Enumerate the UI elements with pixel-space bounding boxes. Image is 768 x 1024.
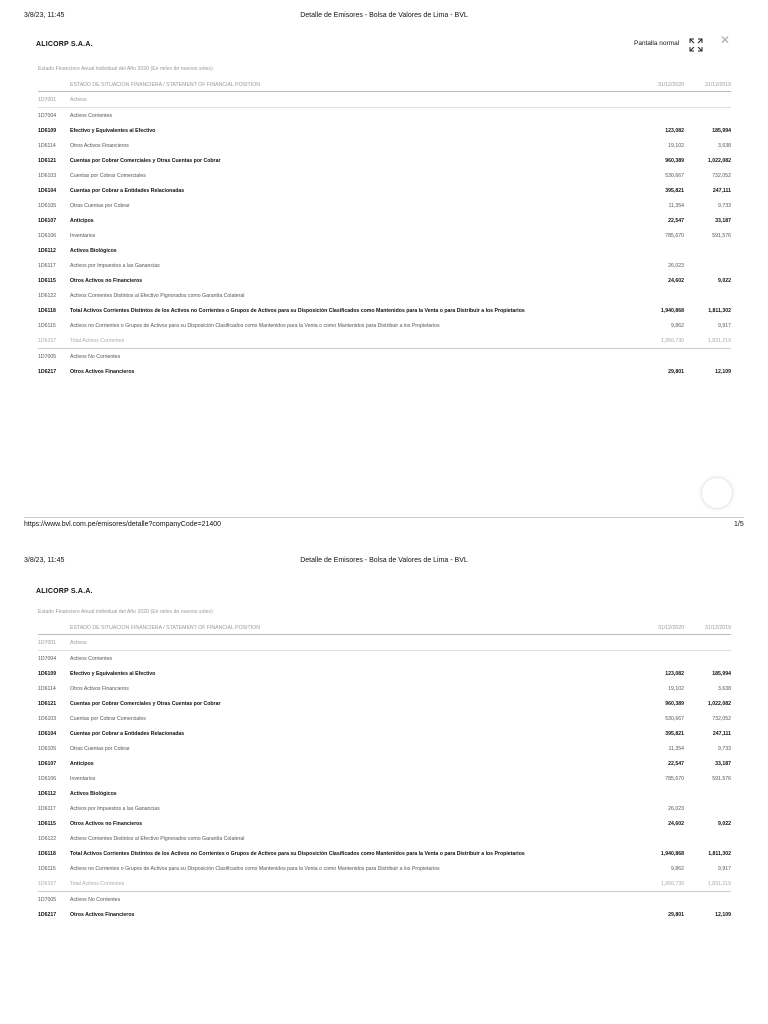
row-code: 1D6157 (38, 876, 70, 892)
row-value-2019 (684, 786, 731, 801)
table-row (38, 349, 731, 365)
row-value-2019: 185,994 (712, 127, 731, 134)
row-value-2019: 33,187 (715, 217, 731, 224)
row-value-2019: 1,022,082 (707, 157, 731, 164)
row-value-2020: 960,389 (665, 700, 684, 707)
row-value-2019: 1,831,219 (684, 333, 731, 349)
row-label: Total Activos Corrientes (70, 876, 638, 892)
row-value-2020: 1,950,730 (638, 333, 684, 349)
row-value-2019 (684, 801, 731, 816)
row-value-2019 (684, 349, 731, 365)
row-value-2020 (638, 651, 684, 667)
table-row (38, 741, 731, 756)
row-code: 1D6118 (38, 850, 56, 857)
row-value-2020: 29,801 (668, 368, 684, 375)
row-label: Anticipos (70, 217, 94, 224)
row-code: 1D6107 (38, 217, 57, 224)
header-col-2019: 31/12/2019 (684, 621, 731, 635)
row-code: 1D6115 (38, 820, 56, 827)
table-row (38, 153, 731, 168)
table-row (38, 756, 731, 771)
row-label: Total Activos Corrientes Distintos de los Activos no Corrientes o Grupos de Activos para su Disposición Clasificados como Mantenidos para la Venta o para Distribuir a los Propietarios (70, 850, 525, 857)
table-row (38, 666, 731, 681)
statement-subtitle: Estado Financiero Anual individual del Año 2020 (En miles de nuevos soles) (38, 66, 213, 72)
row-label: Efectivo y Equivalentes al Efectivo (70, 670, 156, 677)
row-value-2020: 19,102 (668, 685, 684, 692)
row-code: 1D6103 (38, 715, 57, 722)
row-code: 1D6117 (38, 262, 56, 269)
row-label: Total Activos Corrientes Distintos de los Activos no Corrientes o Grupos de Activos para su Disposición Clasificados como Mantenidos para la Venta o para Distribuir a los Propietarios (70, 307, 525, 314)
scroll-top-button[interactable] (702, 478, 732, 508)
table-row (38, 726, 731, 741)
row-code: 1D6109 (38, 127, 57, 134)
row-label: Cuentas por Cobrar Comerciales (70, 172, 146, 179)
row-code: 1D6109 (38, 670, 57, 677)
row-label: Cuentas por Cobrar a Entidades Relacionadas (70, 187, 185, 194)
row-code: 1D6118 (38, 307, 56, 314)
row-value-2019 (684, 651, 731, 667)
row-value-2019: 3,638 (718, 142, 731, 149)
table-row (38, 635, 731, 651)
row-value-2019: 1,811,302 (708, 850, 731, 857)
row-value-2020: 123,082 (665, 127, 684, 134)
row-code: 1D6114 (38, 685, 56, 692)
row-label: Otros Activos Financieros (70, 142, 129, 149)
table-row (38, 831, 731, 846)
row-label: Inventarios (70, 232, 96, 239)
table-row (38, 288, 731, 303)
table-row (38, 258, 731, 273)
row-value-2020: 29,801 (668, 911, 684, 918)
row-label: Cuentas por Cobrar a Entidades Relacionadas (70, 730, 185, 737)
row-value-2019: 1,811,302 (708, 307, 731, 314)
row-label: Cuentas por Cobrar Comerciales y Otras Cuentas por Cobrar (70, 157, 221, 164)
row-value-2019 (684, 892, 731, 908)
table-row (38, 183, 731, 198)
header-col-2020: 31/12/2020 (638, 621, 684, 635)
table-header-row (38, 78, 731, 92)
row-label: Otros Activos Financieros (70, 911, 135, 918)
company-name: ALICORP S.A.A. (36, 41, 93, 48)
row-value-2019 (684, 92, 731, 108)
row-value-2019: 591,576 (712, 232, 731, 239)
row-code: 1D6115 (38, 865, 56, 872)
table-row (38, 364, 731, 379)
row-value-2020: 395,821 (665, 730, 684, 737)
row-value-2020 (638, 243, 684, 258)
row-value-2019 (684, 108, 731, 124)
table-row (38, 907, 731, 922)
row-label: Activos (70, 92, 638, 108)
row-code: 1D7005 (38, 353, 57, 360)
table-row (38, 108, 731, 124)
row-value-2020: 1,940,868 (660, 307, 684, 314)
row-label: Activos (70, 635, 638, 651)
table-row (38, 861, 731, 876)
header-code (38, 78, 70, 92)
row-value-2019: 9,917 (718, 865, 731, 872)
row-value-2019 (684, 635, 731, 651)
row-value-2019: 185,994 (712, 670, 731, 677)
print-page-2 (0, 545, 768, 1024)
row-value-2020 (638, 108, 684, 124)
table-row (38, 213, 731, 228)
row-label: Cuentas por Cobrar Comerciales y Otras Cuentas por Cobrar (70, 700, 221, 707)
close-icon[interactable]: ✕ (720, 33, 731, 47)
print-title: Detalle de Emisores - Bolsa de Valores de Lima - BVL (300, 12, 468, 19)
row-label: Activos no Corrientes o Grupos de Activos para su Disposición Clasificados como Mantenidos para la Venta o como Mantenidos para Distribuir a los Propietarios (70, 322, 440, 329)
row-value-2019 (684, 288, 731, 303)
row-label: Activos por Impuestos a las Ganancias (70, 805, 160, 812)
row-code: 1D6115 (38, 277, 56, 284)
row-value-2020: 24,602 (668, 820, 684, 827)
row-value-2020: 22,547 (668, 760, 684, 767)
row-label: Efectivo y Equivalentes al Efectivo (70, 127, 156, 134)
row-value-2019: 732,052 (712, 172, 731, 179)
header-label: ESTADO DE SITUACION FINANCIERA / STATEMENT OF FINANCIAL POSITION (70, 78, 638, 92)
header-col-2019: 31/12/2019 (684, 78, 731, 92)
table-row (38, 892, 731, 908)
table-row (38, 333, 731, 349)
row-code: 1D6121 (38, 700, 57, 707)
row-value-2020 (638, 92, 684, 108)
row-code: 1D6121 (38, 157, 57, 164)
row-code: 1D6115 (38, 322, 56, 329)
table-row (38, 273, 731, 288)
table-row (38, 786, 731, 801)
table-row (38, 243, 731, 258)
row-label: Otras Cuentas por Cobrar (70, 745, 130, 752)
financial-statement-table (38, 78, 731, 379)
row-value-2020: 1,950,730 (638, 876, 684, 892)
row-value-2020 (638, 831, 684, 846)
row-label: Total Activos Corrientes (70, 333, 638, 349)
row-value-2020 (638, 288, 684, 303)
print-datetime: 3/8/23, 11:45 (24, 12, 65, 19)
row-value-2019: 33,187 (715, 760, 731, 767)
row-label: Activos Biológicos (70, 790, 117, 797)
footer-divider (24, 517, 744, 518)
company-name: ALICORP S.A.A. (36, 588, 93, 595)
table-row (38, 92, 731, 108)
row-value-2019: 247,111 (712, 730, 731, 737)
row-value-2019: 9,022 (718, 820, 731, 827)
row-value-2020: 123,082 (665, 670, 684, 677)
table-row (38, 138, 731, 153)
row-value-2020 (638, 635, 684, 651)
row-label: Activos Corrientes (70, 655, 113, 662)
row-code: 1D6122 (38, 292, 57, 299)
table-row (38, 711, 731, 726)
row-value-2020: 26,023 (668, 805, 684, 812)
row-value-2020: 785,670 (665, 775, 684, 782)
row-label: Inventarios (70, 775, 96, 782)
row-value-2019: 9,733 (718, 745, 731, 752)
row-value-2020: 785,670 (665, 232, 684, 239)
row-label: Activos por Impuestos a las Ganancias (70, 262, 160, 269)
table-row (38, 198, 731, 213)
row-value-2019: 3,638 (718, 685, 731, 692)
row-value-2020 (638, 892, 684, 908)
row-label: Otros Activos no Financieros (70, 820, 143, 827)
row-value-2020: 530,667 (665, 172, 684, 179)
table-row (38, 771, 731, 786)
row-value-2020: 530,667 (665, 715, 684, 722)
row-value-2019: 732,052 (712, 715, 731, 722)
row-code: 1D6217 (38, 911, 57, 918)
row-code: 1D6112 (38, 790, 56, 797)
row-label: Anticipos (70, 760, 94, 767)
row-code: 1D7004 (38, 655, 57, 662)
table-row (38, 876, 731, 892)
table-row (38, 168, 731, 183)
table-row (38, 846, 731, 861)
row-value-2020: 9,862 (671, 865, 684, 872)
footer-url: https://www.bvl.com.pe/emisores/detalle?companyCode=21400 (24, 521, 222, 528)
row-value-2019: 12,109 (715, 911, 731, 918)
row-label: Activos Corrientes (70, 112, 113, 119)
table-row (38, 228, 731, 243)
row-code: 1D6117 (38, 805, 56, 812)
table-row (38, 123, 731, 138)
row-code: 1D6105 (38, 202, 57, 209)
row-value-2020 (638, 349, 684, 365)
row-value-2019: 1,831,219 (684, 876, 731, 892)
row-label: Activos Biológicos (70, 247, 117, 254)
row-code: 1D6104 (38, 187, 57, 194)
row-label: Activos Corrientes Distintos al Efectivo Pignorados como Garantía Colateral (70, 292, 245, 299)
table-header-row (38, 621, 731, 635)
table-row (38, 816, 731, 831)
header-col-2020: 31/12/2020 (638, 78, 684, 92)
row-code: 1D6106 (38, 232, 57, 239)
row-label: Cuentas por Cobrar Comerciales (70, 715, 146, 722)
table-row (38, 303, 731, 318)
row-label: Otros Activos Financieros (70, 685, 129, 692)
row-value-2019 (684, 243, 731, 258)
row-value-2019 (684, 258, 731, 273)
row-label: Otras Cuentas por Cobrar (70, 202, 130, 209)
row-label: Activos Corrientes Distintos al Efectivo Pignorados como Garantía Colateral (70, 835, 245, 842)
row-value-2020: 395,821 (665, 187, 684, 194)
row-code: 1D6105 (38, 745, 57, 752)
statement-subtitle: Estado Financiero Anual individual del Año 2020 (En miles de nuevos soles) (38, 609, 213, 615)
row-code: 1D6107 (38, 760, 57, 767)
header-label: ESTADO DE SITUACION FINANCIERA / STATEMENT OF FINANCIAL POSITION (70, 621, 638, 635)
header-code (38, 621, 70, 635)
row-value-2020 (638, 786, 684, 801)
row-value-2020: 19,102 (668, 142, 684, 149)
row-label: Activos No Corrientes (70, 353, 121, 360)
row-value-2019: 591,576 (712, 775, 731, 782)
financial-statement-table (38, 621, 731, 922)
row-code: 1D6114 (38, 142, 56, 149)
footer-page-number: 1/5 (734, 521, 744, 528)
table-row (38, 318, 731, 333)
print-datetime: 3/8/23, 11:45 (24, 557, 65, 564)
row-label: Otros Activos no Financieros (70, 277, 143, 284)
row-value-2020: 960,389 (665, 157, 684, 164)
row-value-2019: 9,733 (718, 202, 731, 209)
row-code: 1D6157 (38, 333, 70, 349)
row-code: 1D6112 (38, 247, 56, 254)
row-code: 1D7001 (38, 92, 70, 108)
row-label: Activos No Corrientes (70, 896, 121, 903)
row-value-2020: 9,862 (671, 322, 684, 329)
table-row (38, 681, 731, 696)
table-row (38, 696, 731, 711)
row-value-2020: 11,354 (668, 745, 684, 752)
print-title: Detalle de Emisores - Bolsa de Valores de Lima - BVL (300, 557, 468, 564)
row-value-2019: 1,022,082 (707, 700, 731, 707)
row-value-2020: 26,023 (668, 262, 684, 269)
row-value-2019: 9,022 (718, 277, 731, 284)
row-value-2019: 9,917 (718, 322, 731, 329)
row-code: 1D6122 (38, 835, 57, 842)
row-code: 1D6106 (38, 775, 57, 782)
fullscreen-toggle-label[interactable]: Pantalla normal (634, 40, 680, 47)
row-value-2020: 1,940,868 (660, 850, 684, 857)
row-value-2020: 22,547 (668, 217, 684, 224)
row-value-2019: 12,109 (715, 368, 731, 375)
row-code: 1D7004 (38, 112, 57, 119)
row-code: 1D6104 (38, 730, 57, 737)
row-code: 1D6217 (38, 368, 57, 375)
expand-arrows-icon[interactable] (688, 37, 704, 53)
row-code: 1D6103 (38, 172, 57, 179)
row-code: 1D7005 (38, 896, 57, 903)
row-value-2019: 247,111 (712, 187, 731, 194)
row-value-2020: 24,602 (668, 277, 684, 284)
row-label: Activos no Corrientes o Grupos de Activos para su Disposición Clasificados como Mantenidos para la Venta o como Mantenidos para Distribuir a los Propietarios (70, 865, 440, 872)
row-label: Otros Activos Financieros (70, 368, 135, 375)
row-code: 1D7001 (38, 635, 70, 651)
row-value-2019 (684, 831, 731, 846)
table-row (38, 651, 731, 667)
row-value-2020: 11,354 (668, 202, 684, 209)
table-row (38, 801, 731, 816)
